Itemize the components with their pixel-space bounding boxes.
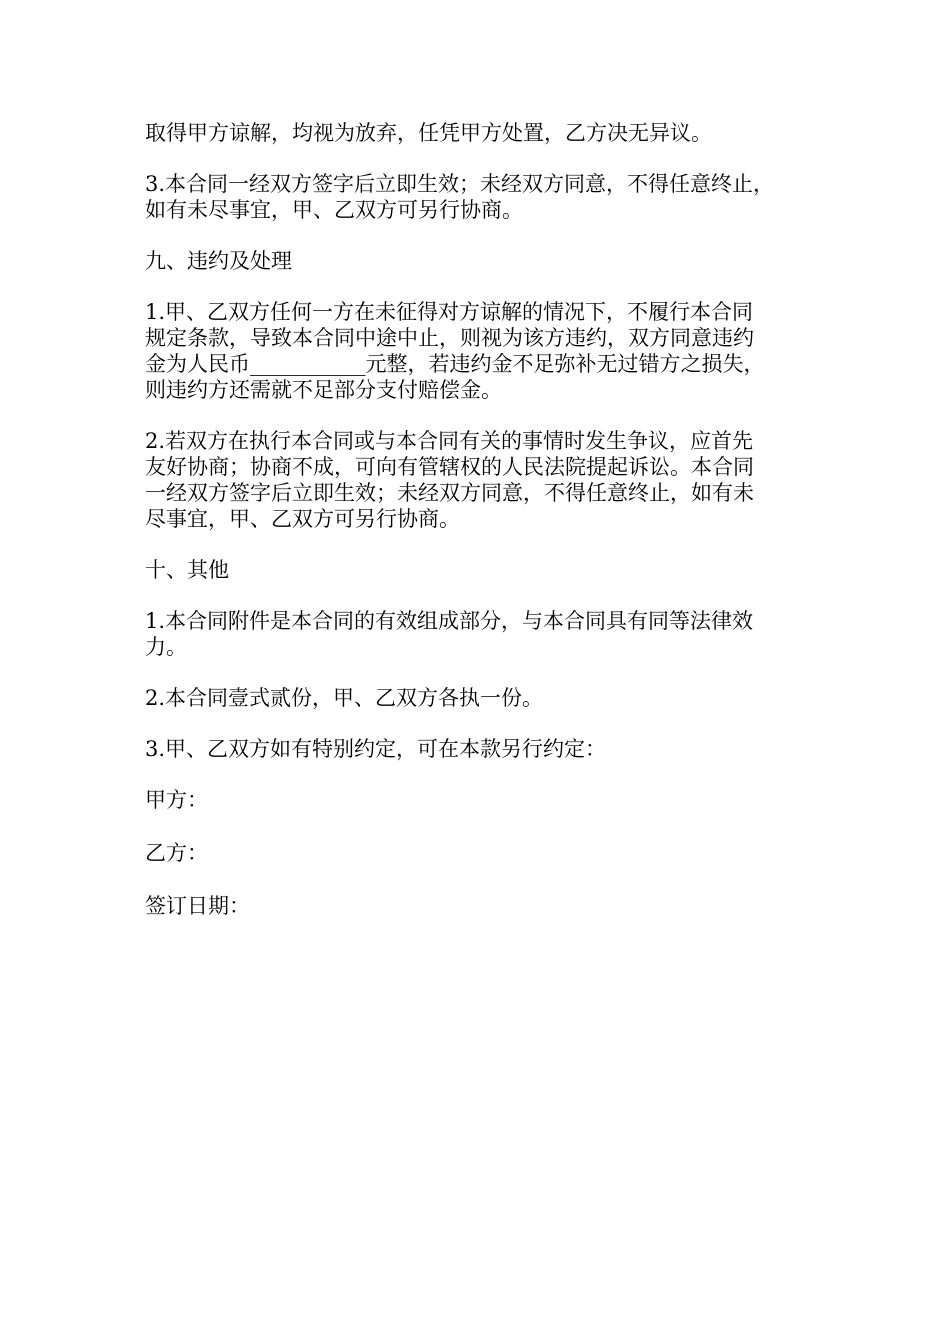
text-line: 规定条款，导致本合同中途中止，则视为该方违约，双方同意违约 xyxy=(145,326,754,350)
text-line: 则违约方还需就不足部分支付赔偿金。 xyxy=(145,378,502,402)
clause-paragraph xyxy=(145,608,810,660)
clause-paragraph xyxy=(145,171,810,223)
text-line: 1.本合同附件是本合同的有效组成部分，与本合同具有同等法律效 xyxy=(145,609,754,633)
sign-date-label: 签订日期： xyxy=(145,894,250,918)
text-line: 尽事宜，甲、乙双方可另行协商。 xyxy=(145,507,460,531)
text-line: 2.若双方在执行本合同或与本合同有关的事情时发生争议，应首先 xyxy=(145,429,754,453)
clause-paragraph xyxy=(145,120,810,146)
text-line: 金为人民币___________元整，若违约金不足弥补无过错方之损失， xyxy=(145,352,765,376)
text-line: 3.本合同一经双方签字后立即生效；未经双方同意，不得任意终止， xyxy=(145,172,775,196)
text-line: 2.本合同壹式贰份，甲、乙双方各执一份。 xyxy=(145,686,544,710)
clause-paragraph xyxy=(145,428,810,532)
clause-paragraph xyxy=(145,299,810,403)
text-line: 取得甲方谅解，均视为放弃，任凭甲方处置，乙方决无异议。 xyxy=(145,121,712,145)
section-heading-9: 九、违约及处理 xyxy=(145,249,292,273)
section-heading-10: 十、其他 xyxy=(145,558,229,582)
text-line: 力。 xyxy=(145,635,187,659)
text-line: 一经双方签字后立即生效；未经双方同意，不得任意终止，如有未 xyxy=(145,481,754,505)
text-line: 友好协商；协商不成，可向有管辖权的人民法院提起诉讼。本合同 xyxy=(145,455,754,479)
clause-paragraph xyxy=(145,685,810,711)
party-b-label: 乙方： xyxy=(145,841,208,865)
party-a-label: 甲方： xyxy=(145,788,208,812)
clause-paragraph xyxy=(145,736,810,762)
text-line: 3.甲、乙双方如有特别约定，可在本款另行约定： xyxy=(145,737,607,761)
document-body xyxy=(145,120,810,946)
text-line: 如有未尽事宜，甲、乙双方可另行协商。 xyxy=(145,198,523,222)
text-line: 1.甲、乙双方任何一方在未征得对方谅解的情况下，不履行本合同 xyxy=(145,300,754,324)
